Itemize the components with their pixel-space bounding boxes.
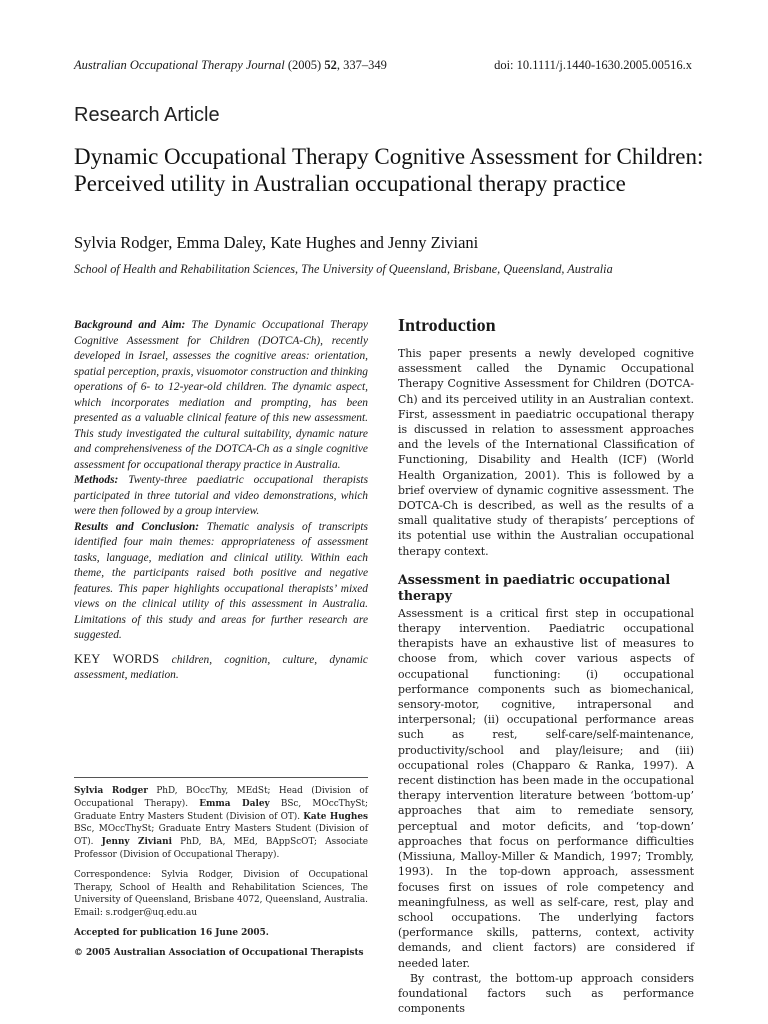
- journal-citation: [74, 58, 387, 73]
- main-body: [398, 314, 694, 1016]
- abstract: [74, 318, 368, 684]
- article-title: Dynamic Occupational Therapy Cognitive Assessment for Children: Perceived utility in Australian occupational therapy practice: [74, 144, 704, 196]
- author-details: BSc, MOccThySt; Graduate Entry Masters Student (Division of OT).: [74, 824, 368, 848]
- background-text: The Dynamic Occupational Therapy Cognitive Assessment for Children (DOTCA-Ch), recently developed in Israel, assesses the cognitive areas: orientation, spatial perception, praxis, visuomotor construction and thinking operations of 6- to 12-year-old children. The dynamic aspect, which incorporates mediation and prompting, has been presented as a valuable clinical feature of this new assessment. This study investigated the cultural suitability, dynamic nature and comprehensiveness of the DOTCA-Ch as a single cognitive assessment for occupational therapy practice in Australia.: [74, 319, 368, 471]
- author-details: BSc, MOccThySt; Graduate Entry Masters Student (Division of OT).: [74, 798, 368, 822]
- copyright: © 2005 Australian Association of Occupational Therapists: [74, 947, 364, 958]
- author-name: Kate Hughes: [303, 811, 368, 822]
- author-name: Jenny Ziviani: [101, 837, 172, 848]
- running-header: [74, 58, 692, 76]
- footnote-divider: [74, 777, 368, 778]
- author-name: Emma Daley: [199, 798, 270, 809]
- background-label: Background and Aim:: [74, 319, 186, 331]
- accepted-date: Accepted for publication 16 June 2005.: [74, 927, 269, 938]
- abstract-background: [74, 318, 368, 473]
- methods-text: Twenty-three paediatric occupational therapists participated in three tutorial and video demonstrations, which were then followed by a group interview.: [74, 474, 368, 517]
- author-name: Sylvia Rodger: [74, 786, 148, 796]
- correspondence: Correspondence: Sylvia Rodger, Division of Occupational Therapy, School of Health and Rehabilitation Sciences, The University of Queensland, Brisbane 4072, Queensland, Australia. Email: s.rodger@uq.edu.au: [74, 869, 368, 919]
- article-type: Research Article: [74, 104, 220, 126]
- methods-label: Methods:: [74, 474, 119, 486]
- author-notes: [74, 785, 368, 967]
- results-text: Thematic analysis of transcripts identified four main themes: appropriateness of assessment tasks, language, mediation and clinical utility. Within each theme, the participants raised both positive and negative features. This paper highlights occupational therapists’ mixed views on the clinical utility of this assessment in Australia. Limitations of this study and areas for further research are suggested.: [74, 520, 368, 641]
- keywords: [74, 652, 368, 684]
- affiliation: School of Health and Rehabilitation Sciences, The University of Queensland, Brisbane, Queensland, Australia: [74, 262, 613, 276]
- subsection-heading: Assessment in paediatric occupational therapy: [398, 571, 671, 603]
- paragraph: This paper presents a newly developed cognitive assessment called the Dynamic Occupational Therapy Cognitive Assessment for Children (DOTCA-Ch) and its perceived utility in an Australian context. First, assessment in paediatric occupational therapy is discussed in relation to assessment approaches and the levels of the International Classification of Functioning, Disability and Health (ICF) (World Health Organization, 2001). This is followed by a brief overview of dynamic cognitive assessment. The DOTCA-Ch is described, as well as the results of a small qualitative study of therapists’ perceptions of its potential use within the Australian occupational therapy context.: [398, 347, 694, 558]
- keywords-label: KEY WORDS: [74, 651, 160, 666]
- author-details: PhD, BOccThy, MEdSt; Head (Division of Occupational Therapy).: [74, 786, 369, 809]
- keywords-text: children, cognition, culture, dynamic assessment, mediation.: [74, 653, 368, 681]
- section-heading-introduction: Introduction: [398, 315, 496, 335]
- author-credentials: [74, 785, 368, 862]
- journal-name: Australian Occupational Therapy Journal: [74, 58, 285, 72]
- journal-year: (2005): [284, 58, 325, 72]
- journal-pages: , 337–349: [336, 58, 387, 72]
- results-label: Results and Conclusion:: [74, 520, 200, 533]
- author-details: PhD, BA, MEd, BAppScOT; Associate Professor (Division of Occupational Therapy).: [74, 837, 368, 860]
- journal-volume: 52: [324, 58, 337, 72]
- doi[interactable]: doi: 10.1111/j.1440-1630.2005.00516.x: [494, 58, 692, 72]
- abstract-methods: [74, 473, 368, 520]
- author-list: Sylvia Rodger, Emma Daley, Kate Hughes and Jenny Ziviani: [74, 233, 479, 252]
- paragraph: Assessment is a critical first step in occupational therapy intervention. Paediatric occupational therapists have an exhaustive list of measures to choose from, which cover various aspects of occupational functioning: (i) occupational performance components such as biomechanical, sensory-motor, cognitive, intrapersonal and interpersonal; (ii) occupational performance areas such as rest, self-care/self-maintenance, productivity/school and play/leisure; and (iii) occupational roles (Chapparo & Ranka, 1997). A recent distinction has been made in the occupational therapy intervention literature between ‘bottom-up’ approaches that aim to remediate sensory, perceptual and motor deficits, and ‘top-down’ approaches that focus on performance difficulties (Missiuna, Malloy-Miller & Mandich, 1997; Trombly, 1993). In the top-down approach, assessment focuses first on issues of role competency and meaningfulness, as well as self-care, rest, play and school occupations. The underlying factors (performance skills, patterns, context, activity demands, and client factors) are considered if needed later.: [398, 606, 694, 970]
- abstract-results: [74, 520, 368, 644]
- paragraph: By contrast, the bottom-up approach considers foundational factors such as performance components: [398, 971, 694, 1016]
